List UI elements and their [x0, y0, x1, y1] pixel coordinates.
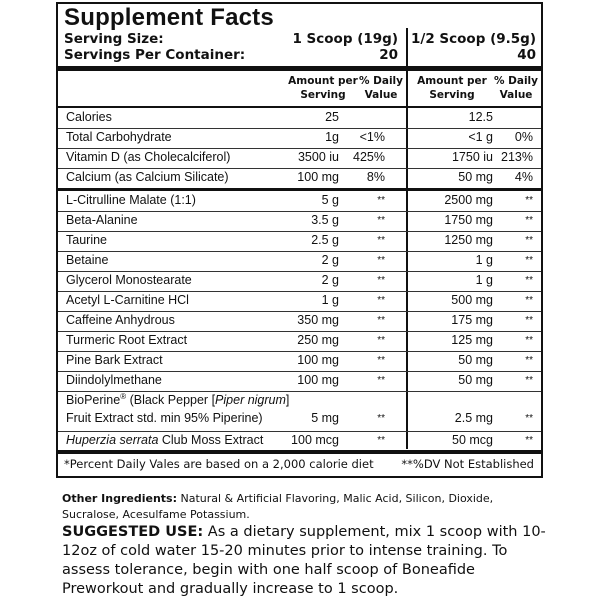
daily-value-2: 213% — [501, 150, 533, 164]
daily-value-1: 425% — [353, 150, 385, 164]
amount-serving-2: 125 mg — [451, 333, 493, 347]
footnote-dv: *Percent Daily Vales are based on a 2,000 calorie diet — [64, 457, 374, 471]
nutrient-name: L-Citrulline Malate (1:1) — [66, 193, 196, 207]
amount-serving-1: 100 mg — [297, 170, 339, 184]
amount-serving-2: 1750 iu — [451, 150, 493, 164]
nutrient-row — [58, 291, 541, 311]
daily-value-2: ** — [525, 195, 533, 206]
col1-dv-header: % Daily Value — [358, 75, 404, 101]
nutrient-row — [58, 251, 541, 271]
nutrient-name: Acetyl L-Carnitine HCl — [66, 293, 189, 307]
daily-value-1: ** — [377, 355, 385, 366]
nutrient-name: Turmeric Root Extract — [66, 333, 188, 347]
daily-value-1: ** — [377, 275, 385, 286]
daily-value-2: ** — [525, 315, 533, 326]
amount-serving-1: 5 g — [321, 193, 339, 207]
col1-servings: 20 — [379, 47, 398, 63]
huperzia-amount-2: 50 mcg — [452, 433, 493, 447]
nutrient-row — [58, 128, 541, 148]
huperzia-row — [58, 431, 541, 451]
nutrient-row — [58, 211, 541, 231]
bioperine-name-line1: BioPerine® (Black Pepper [Piper nigrum] — [66, 392, 290, 408]
daily-value-2: ** — [525, 355, 533, 366]
amount-serving-2: 1 g — [475, 273, 493, 287]
daily-value-1: ** — [377, 235, 385, 246]
footnote-not-established: **%DV Not Established — [401, 457, 534, 471]
nutrient-name: Caffeine Anhydrous — [66, 313, 175, 327]
daily-value-1: <1% — [359, 130, 385, 144]
daily-value-1: ** — [377, 335, 385, 346]
suggested-use-label: SUGGESTED USE: — [62, 524, 204, 540]
nutrient-name: Beta-Alanine — [66, 213, 138, 227]
nutrient-name: Glycerol Monostearate — [66, 273, 192, 287]
nutrient-name: Pine Bark Extract — [66, 353, 163, 367]
col2-dv-header: % Daily Value — [493, 75, 539, 101]
daily-value-2: 0% — [514, 130, 533, 144]
col2-serving-size: 1/2 Scoop (9.5g) — [411, 31, 536, 47]
amount-serving-1: 100 mg — [297, 353, 339, 367]
daily-value-2: ** — [525, 335, 533, 346]
daily-value-1: ** — [377, 195, 385, 206]
nutrient-name: Total Carbohydrate — [66, 130, 172, 144]
thick-rule — [58, 66, 541, 71]
amount-serving-2: 50 mg — [458, 353, 493, 367]
nutrient-row — [58, 231, 541, 251]
daily-value-2: ** — [525, 215, 533, 226]
nutrient-name: Taurine — [66, 233, 107, 247]
nutrient-row — [58, 271, 541, 291]
amount-serving-1: 1 g — [321, 293, 339, 307]
daily-value-1: ** — [377, 315, 385, 326]
huperzia-dv-2: ** — [525, 435, 533, 446]
amount-serving-1: 250 mg — [297, 333, 339, 347]
daily-value-1: ** — [377, 215, 385, 226]
nutrient-name: Betaine — [66, 253, 109, 267]
amount-serving-2: 1750 mg — [444, 213, 493, 227]
amount-serving-1: 350 mg — [297, 313, 339, 327]
bioperine-row — [58, 391, 541, 431]
other-ingredients — [62, 491, 542, 523]
amount-serving-2: 175 mg — [451, 313, 493, 327]
nutrient-row — [58, 331, 541, 351]
amount-serving-1: 3500 iu — [297, 150, 339, 164]
daily-value-2: ** — [525, 375, 533, 386]
daily-value-2: ** — [525, 295, 533, 306]
other-ingredients-label: Other Ingredients: — [62, 492, 177, 505]
amount-serving-2: 50 mg — [458, 170, 493, 184]
amount-serving-2: 1 g — [475, 253, 493, 267]
huperzia-dv-1: ** — [377, 435, 385, 446]
bioperine-amount-2: 2.5 mg — [454, 411, 493, 425]
bioperine-dv-2: ** — [525, 413, 533, 424]
daily-value-2: 4% — [514, 170, 533, 184]
amount-serving-2: 500 mg — [451, 293, 493, 307]
col1-amount-header: Amount per Serving — [288, 75, 358, 101]
amount-serving-2: 2500 mg — [444, 193, 493, 207]
nutrient-name: Calories — [66, 110, 112, 124]
daily-value-1: ** — [377, 375, 385, 386]
amount-serving-2: 1250 mg — [444, 233, 493, 247]
nutrient-row — [58, 191, 541, 211]
nutrient-row — [58, 108, 541, 128]
bioperine-name-line2: Fruit Extract std. min 95% Piperine) — [66, 411, 263, 425]
col2-amount-header: Amount per Serving — [417, 75, 487, 101]
daily-value-1: ** — [377, 295, 385, 306]
daily-value-1: 8% — [366, 170, 385, 184]
other-ingredients-text: Natural & Artificial Flavoring, Malic Acid, Silicon, Dioxide, Sucralose, Acesulfame Potassium. — [62, 492, 494, 521]
nutrient-name: Vitamin D (as Cholecalciferol) — [66, 150, 231, 164]
suggested-use — [62, 523, 550, 599]
nutrient-row — [58, 351, 541, 371]
amount-serving-1: 3.5 g — [311, 213, 339, 227]
nutrient-row — [58, 311, 541, 331]
amount-serving-1: 100 mg — [297, 373, 339, 387]
amount-serving-1: 2 g — [321, 273, 339, 287]
bioperine-dv-1: ** — [377, 413, 385, 424]
amount-serving-1: 2.5 g — [311, 233, 339, 247]
nutrient-name: Calcium (as Calcium Silicate) — [66, 170, 229, 184]
nutrient-row — [58, 168, 541, 188]
daily-value-2: ** — [525, 275, 533, 286]
top-column-divider — [406, 28, 408, 66]
nutrient-row — [58, 148, 541, 168]
nutrient-row — [58, 371, 541, 391]
huperzia-name: Huperzia serrata Club Moss Extract — [66, 433, 264, 447]
huperzia-amount-1: 100 mcg — [291, 433, 339, 447]
bottom-thick-rule — [58, 450, 541, 454]
amount-serving-2: <1 g — [468, 130, 493, 144]
amount-serving-1: 2 g — [321, 253, 339, 267]
serving-size-label: Serving Size: — [64, 31, 164, 47]
daily-value-1: ** — [377, 255, 385, 266]
panel-title: Supplement Facts — [64, 4, 274, 31]
amount-serving-1: 1g — [325, 130, 339, 144]
nutrient-name: Diindolylmethane — [66, 373, 162, 387]
amount-serving-2: 12.5 — [468, 110, 493, 124]
daily-value-2: ** — [525, 255, 533, 266]
servings-per-container-label: Servings Per Container: — [64, 47, 246, 63]
amount-serving-1: 25 — [325, 110, 339, 124]
col2-servings: 40 — [517, 47, 536, 63]
suggested-use-text: As a dietary supplement, mix 1 scoop with 10-12oz of cold water 15-20 minutes prior to intense training. To assess tolerance, begin with one half scoop of Boneafide Preworkout and gradually increase to 1 scoop. — [62, 524, 546, 597]
amount-serving-2: 50 mg — [458, 373, 493, 387]
bioperine-amount-1: 5 mg — [311, 411, 339, 425]
daily-value-2: ** — [525, 235, 533, 246]
col1-serving-size: 1 Scoop (19g) — [292, 31, 398, 47]
